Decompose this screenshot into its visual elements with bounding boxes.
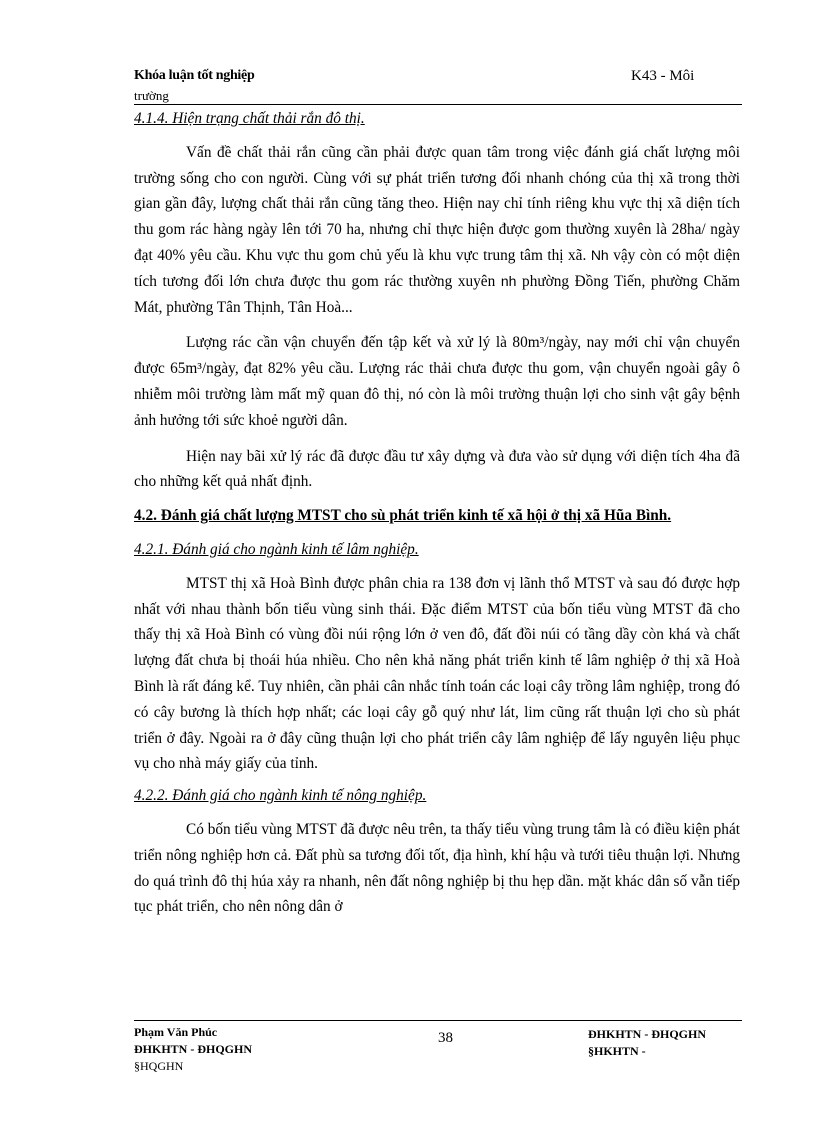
- footer-author: Phạm Văn Phúc: [134, 1025, 218, 1039]
- paragraph-4-1-4-3: Hiện nay bãi xử lý rác đã được đầu tư xây dựng và đưa vào sử dụng với diện tích 4ha đã cho những kết quả nhất định.: [134, 447, 740, 491]
- footer-right-line1: ĐHKHTN - ĐHQGHN: [588, 1027, 707, 1041]
- page-content: [134, 106, 740, 920]
- section-4-2-2-heading: 4.2.2. Đánh giá cho ngành kinh tế nông nghiệp.: [134, 787, 427, 805]
- paragraph-4-2-1-1: MTST thị xã Hoà Bình được phân chia ra 138 đơn vị lãnh thổ MTST và sau đó được hợp nhất với nhau thành bốn tiểu vùng sinh thái. Đặc điểm MTST của bốn tiểu vùng MTST đã cho thấy thị xã Hoà Bình có vùng đồi núi rộng lớn ở ven đô, đất đồi núi có tầng dầy còn khá và chất lượng đất chưa bị thoái húa nhiều. Cho nên khả năng phát triển kinh tế lâm nghiệp ở thị xã Hoà Bình là rất đáng kể. Tuy nhiên, cần phải cân nhắc tính toán các loại cây trồng lâm nghiệp, trong đó có cây bương là thích hợp nhất; các loại cây gỗ quý như lát, lim cũng rất thuận lợi cho sù phát triển ở đây. Ngoài ra ở đây cũng thuận lợi cho phát triển cây lâm nghiệp để lấy nguyên liệu phục vụ cho nhà máy giấy của tỉnh.: [134, 574, 740, 773]
- paragraph-text: Vấn đề chất thải rắn cũng cần phải được quan tâm trong việc đánh giá chất lượng môi trường sống cho con người. Cùng với sự phát triển tương đối nhanh chóng của thị xã trong thời gian gần đây, lượng chất thải rắn cũng tăng theo. Hiện nay chỉ tính riêng khu vực thị xã diện tích thu gom rác hàng ngày lên tới 70 ha, nhưng chỉ thực hiện được gom thường xuyên là 28ha/ ngày đạt 40% yêu cầu. Khu vực thu gom chủ yếu là khu vực trung tâm thị xã.: [134, 143, 740, 264]
- header-right: K43 - Môi: [631, 68, 695, 84]
- word-fragment: nh: [500, 272, 517, 289]
- footer-left-line2: ĐHKHTN - ĐHQGHN: [134, 1042, 253, 1056]
- paragraph-4-2-2-1: Có bốn tiểu vùng MTST đã được nêu trên, ta thấy tiểu vùng trung tâm là có điều kiện phát triển nông nghiệp hơn cả. Đất phù sa tương đối tốt, địa hình, khí hậu và tưới tiêu thuận lợi. Nhưng do quá trình đô thị húa xảy ra nhanh, nên đất nông nghiệp bị thu hẹp dần. mặt khác dân số vẫn tiếp tục phát triển, cho nên nông dân ở: [134, 820, 740, 916]
- paragraph-4-1-4-1: [134, 140, 740, 321]
- section-4-2-1-heading: 4.2.1. Đánh giá cho ngành kinh tế lâm nghiệp.: [134, 540, 419, 558]
- paragraph-text: phường Đồng Tiến, phường Chăm Mát, phường Tân Thịnh, Tân Hoà...: [134, 272, 741, 316]
- section-4-1-4-heading: 4.1.4. Hiện trạng chất thải rắn đô thị.: [134, 110, 365, 127]
- paragraph-text: vậy còn có một diện tích tương đối lớn chưa được thu gom rác thường xuyên: [134, 246, 740, 290]
- paragraph-4-1-4-2: Lượng rác cần vận chuyển đến tập kết và xử lý là 80m³/ngày, nay mới chỉ vận chuyển được 65m³/ngày, đạt 82% yêu cầu. Lượng rác thải chưa được thu gom, vận chuyển ngoài gây ô nhiễm môi trường làm mất mỹ quan đô thị, nó còn là môi trường thuận lợi cho sinh vật gây bệnh ảnh hưởng tới sức khoẻ người dân.: [134, 334, 740, 429]
- header-subtitle: trường: [134, 88, 169, 103]
- footer-left-line3: §HQGHN: [134, 1059, 184, 1073]
- section-4-2-heading: 4.2. Đánh giá chất lượng MTST cho sù phát triển kinh tế xã hội ở thị xã Hũa Bình.: [134, 507, 672, 525]
- footer-rule: [134, 1020, 742, 1021]
- footer-left: [134, 1024, 252, 1075]
- word-fragment: Nh: [590, 246, 609, 263]
- header-rule: [134, 104, 742, 105]
- page-number: 38: [438, 1030, 453, 1046]
- header-title: Khóa luận tốt nghiệp: [134, 68, 255, 83]
- footer-right: [588, 1026, 748, 1060]
- footer-right-line2: §HKHTN -: [588, 1044, 646, 1058]
